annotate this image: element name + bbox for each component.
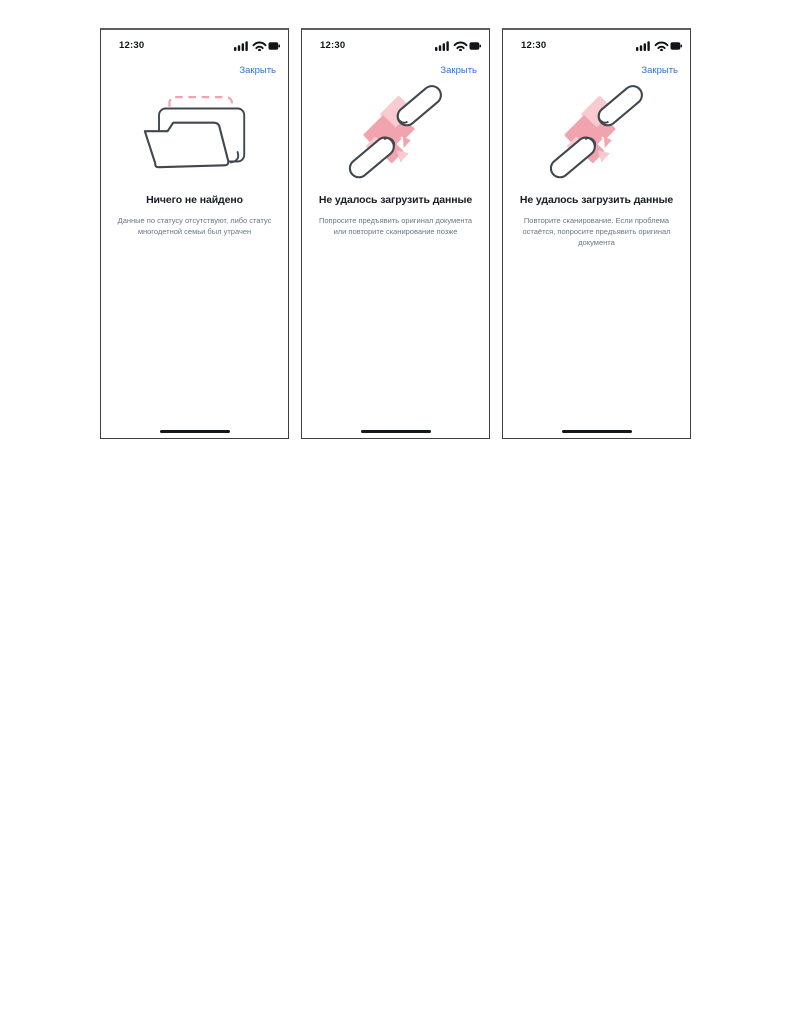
battery-icon: [671, 42, 683, 50]
wifi-dot: [459, 48, 462, 50]
empty-state-description: Данные по статусу отсутствуют, либо статус многодетной семьи был утрачен: [117, 216, 272, 236]
phone-mockup-1: [100, 28, 289, 439]
error-description: Повторите сканирование. Если проблема остаётся, попросите предъявить оригинал документа: [522, 216, 671, 247]
broken-link-icon: [302, 76, 489, 194]
wifi-icon: [254, 42, 266, 48]
error-title: Не удалось загрузить данные: [318, 194, 473, 206]
cellular-signal-icon: [234, 41, 248, 51]
status-icons: [234, 40, 280, 51]
error-description: Попросите предъявить оригинал документа или повторите сканирование позже: [318, 216, 473, 236]
close-button[interactable]: Закрыть: [239, 65, 276, 76]
status-bar: [101, 39, 288, 51]
wifi-dot: [258, 48, 261, 50]
status-icons-glyphs: [234, 40, 280, 51]
status-time: 12:30: [119, 39, 145, 51]
home-indicator[interactable]: [562, 430, 632, 434]
empty-state-title: Ничего не найдено: [146, 194, 243, 206]
close-button[interactable]: Закрыть: [641, 65, 678, 76]
status-time: 12:30: [320, 39, 346, 51]
phone-mockup-2: [301, 28, 490, 439]
cellular-signal-icon: [636, 41, 650, 51]
status-bar: [302, 39, 489, 51]
status-icons-glyphs: [435, 40, 481, 51]
status-bar: [503, 39, 690, 51]
battery-icon: [269, 42, 281, 50]
empty-folder-icon: [101, 76, 288, 194]
home-indicator[interactable]: [361, 430, 431, 434]
home-indicator[interactable]: [160, 430, 230, 434]
wifi-dot: [660, 48, 663, 50]
status-icons-glyphs: [636, 40, 682, 51]
wifi-icon: [656, 42, 668, 48]
battery-icon: [470, 42, 482, 50]
cellular-signal-icon: [435, 41, 449, 51]
phone-mockup-3: [502, 28, 691, 439]
status-time: 12:30: [521, 39, 547, 51]
error-title: Не удалось загрузить данные: [519, 194, 674, 206]
status-icons: [435, 40, 481, 51]
wifi-icon: [455, 42, 467, 48]
close-button[interactable]: Закрыть: [440, 65, 477, 76]
status-icons: [636, 40, 682, 51]
broken-link-icon: [503, 76, 690, 194]
